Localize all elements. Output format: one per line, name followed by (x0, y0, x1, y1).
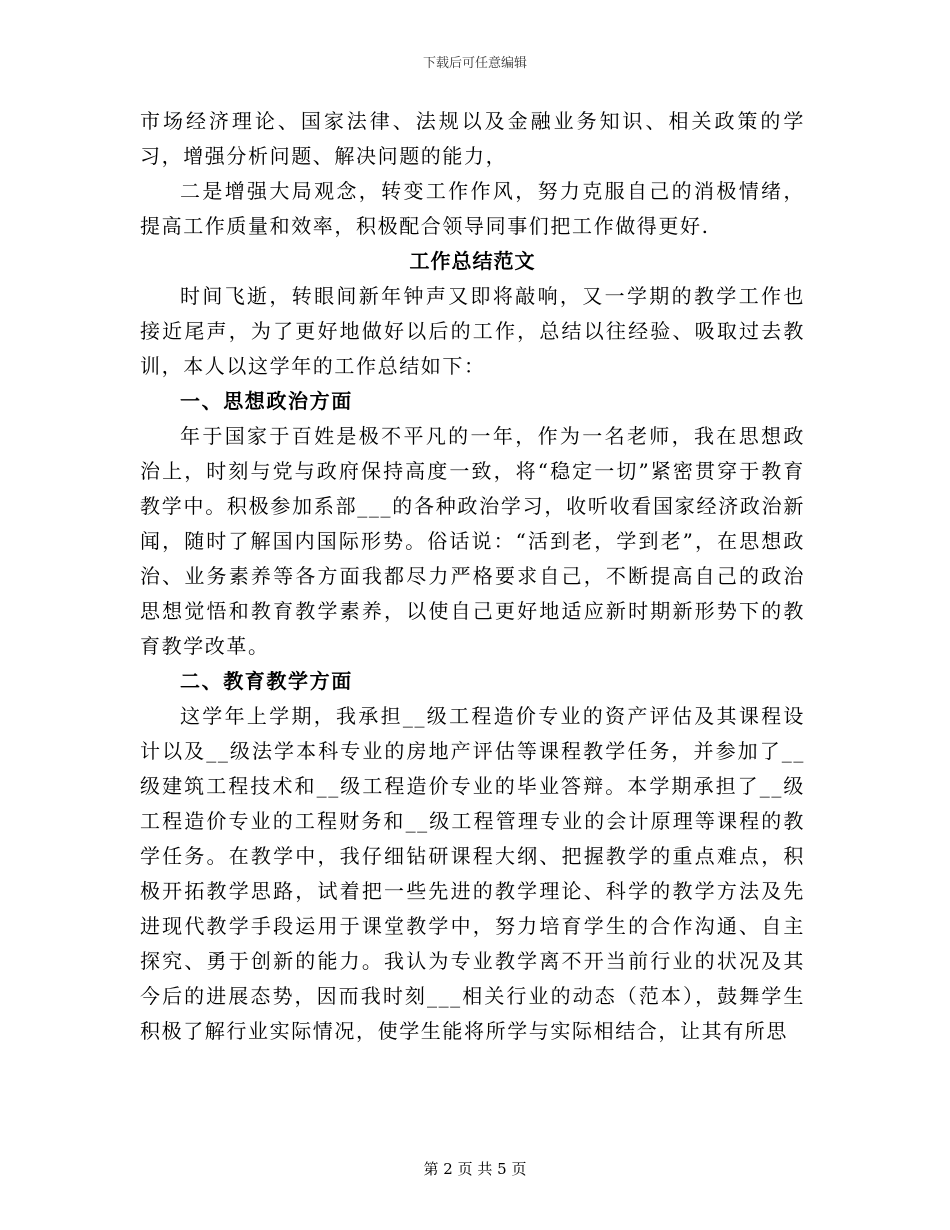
paragraph-politics: 年于国家于百姓是极不平凡的一年，作为一名老师，我在思想政治上，时刻与党与政府保持高度一致，将“稳定一切”紧密贯穿于教育教学中。积极参加系部___的各种政治学习，收听收看国家经济政治新闻，随时了解国内国际形势。俗话说：“活到老，学到老”，在思想政治、业务素养等各方面我都尽力严格要求自己，不断提高自己的政治思想觉悟和教育教学素养，以使自己更好地适应新时期新形势下的教育教学改革。 (140, 424, 805, 658)
paragraph-teaching: 这学年上学期，我承担__级工程造价专业的资产评估及其课程设计以及__级法学本科专业的房地产评估等课程教学任务，并参加了__级建筑工程技术和__级工程造价专业的毕业答辩。本学期承担了__级工程造价专业的工程财务和__级工程管理专业的会计原理等课程的教学任务。在教学中，我仔细钻研课程大纲、把握教学的重点难点，积极开拓教学思路，试着把一些先进的教学理论、科学的教学方法及先进现代教学手段运用于课堂教学中，努力培育学生的合作沟通、自主探究、勇于创新的能力。我认为专业教学离不开当前行业的状况及其今后的进展态势，因而我时刻___相关行业的动态（范本），鼓舞学生积极了解行业实际情况，使学生能将所学与实际相结合，让其有所思 (140, 704, 805, 1043)
document-body (140, 104, 805, 1049)
section-heading-teaching: 二、教育教学方面 (180, 669, 353, 693)
paragraph-point-two: 二是增强大局观念，转变工作作风，努力克服自己的消极情绪，提高工作质量和效率，积极配合领导同事们把工作做得更好. (140, 179, 805, 238)
document-title: 工作总结范文 (409, 249, 536, 273)
paragraph-intro: 时间飞逝，转眼间新年钟声又即将敲响，又一学期的教学工作也接近尾声，为了更好地做好以后的工作，总结以往经验、吸取过去教训，本人以这学年的工作总结如下： (140, 284, 805, 378)
section-heading-politics: 一、思想政治方面 (180, 389, 353, 413)
header-note: 下载后可任意编辑 (422, 56, 527, 71)
page-number: 第 2 页 共 5 页 (423, 1160, 527, 1178)
paragraph-continuation: 市场经济理论、国家法律、法规以及金融业务知识、相关政策的学习，增强分析问题、解决问题的能力， (140, 109, 805, 168)
